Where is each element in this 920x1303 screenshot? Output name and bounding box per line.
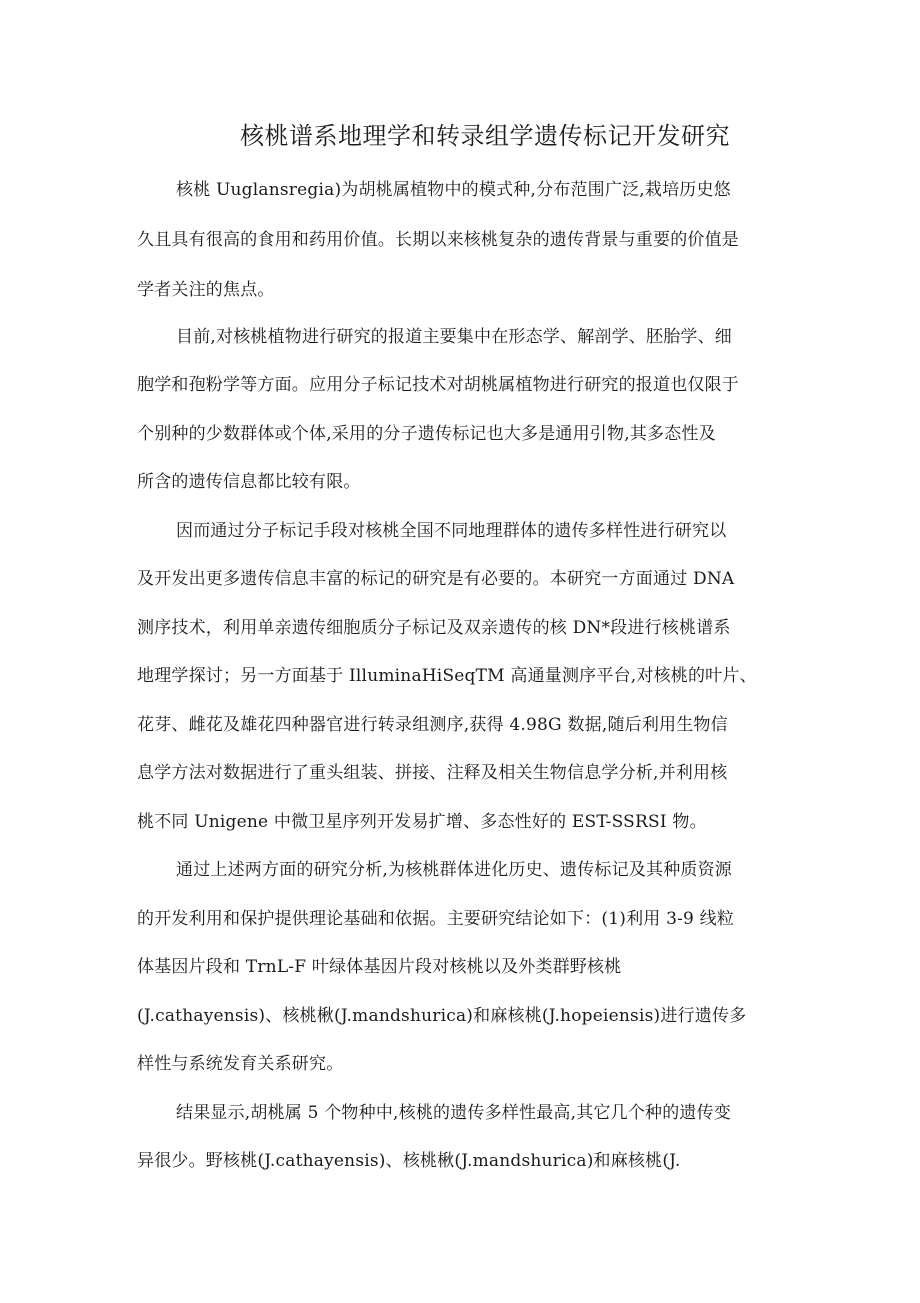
paragraph-3-line-6: 息学方法对数据进行了重头组装、拼接、注释及相关生物信息学分析,并利用核 bbox=[137, 763, 728, 783]
paragraph-4-line-1: 通过上述两方面的研究分析,为核桃群体进化历史、遗传标记及其种质资源 bbox=[176, 860, 733, 880]
paragraph-4-line-3: 体基因片段和 TrnL-F 叶绿体基因片段对核桃以及外类群野核桃 bbox=[137, 957, 622, 977]
paragraph-3-line-3: 测序技术，利用单亲遗传细胞质分子标记及双亲遗传的核 DN*段进行核桃谱系 bbox=[137, 618, 731, 638]
paragraph-3-line-4: 地理学探讨；另一方面基于 IlluminaHiSeqTM 高通量测序平台,对核桃的叶片、 bbox=[137, 666, 757, 686]
paragraph-1-line-1: 核桃 Uuglansregia)为胡桃属植物中的模式种,分布范围广泛,栽培历史悠 bbox=[176, 180, 731, 200]
paragraph-3-line-5: 花芽、雌花及雄花四种器官进行转录组测序,获得 4.98G 数据,随后利用生物信 bbox=[137, 715, 728, 735]
paragraph-3-line-2: 及开发出更多遗传信息丰富的标记的研究是有必要的。本研究一方面通过 DNA bbox=[137, 569, 735, 589]
paragraph-1-line-3: 学者关注的焦点。 bbox=[137, 280, 275, 300]
document-title: 核桃谱系地理学和转录组学遗传标记开发研究 bbox=[240, 122, 730, 150]
paragraph-3-line-7: 桃不同 Unigene 中微卫星序列开发易扩增、多态性好的 EST-SSRSI 物。 bbox=[137, 812, 707, 832]
paragraph-2-line-4: 所含的遗传信息都比较有限。 bbox=[137, 472, 361, 492]
paragraph-2-line-3: 个别种的少数群体或个体,采用的分子遗传标记也大多是通用引物,其多态性及 bbox=[137, 424, 716, 444]
paragraph-2-line-2: 胞学和孢粉学等方面。应用分子标记技术对胡桃属植物进行研究的报道也仅限于 bbox=[137, 375, 739, 395]
paragraph-2-line-1: 目前,对核桃植物进行研究的报道主要集中在形态学、解剖学、胚胎学、细 bbox=[176, 327, 733, 347]
paragraph-4-line-2: 的开发利用和保护提供理论基础和依据。主要研究结论如下：(1)利用 3-9 线粒 bbox=[137, 909, 735, 929]
paragraph-5-line-2: 异很少。野核桃(J.cathayensis)、核桃楸(J.mandshurica)和麻核桃(J. bbox=[137, 1151, 681, 1171]
paragraph-1-line-2: 久且具有很高的食用和药用价值。长期以来核桃复杂的遗传背景与重要的价值是 bbox=[137, 230, 739, 250]
paragraph-4-line-4: (J.cathayensis)、核桃楸(J.mandshurica)和麻核桃(J.hopeiensis)进行遗传多 bbox=[137, 1006, 747, 1026]
paragraph-3-line-1: 因而通过分子标记手段对核桃全国不同地理群体的遗传多样性进行研究以 bbox=[176, 521, 727, 541]
paragraph-4-line-5: 样性与系统发育关系研究。 bbox=[137, 1054, 344, 1074]
paragraph-5-line-1: 结果显示,胡桃属 5 个物种中,核桃的遗传多样性最高,其它几个种的遗传变 bbox=[176, 1103, 732, 1123]
